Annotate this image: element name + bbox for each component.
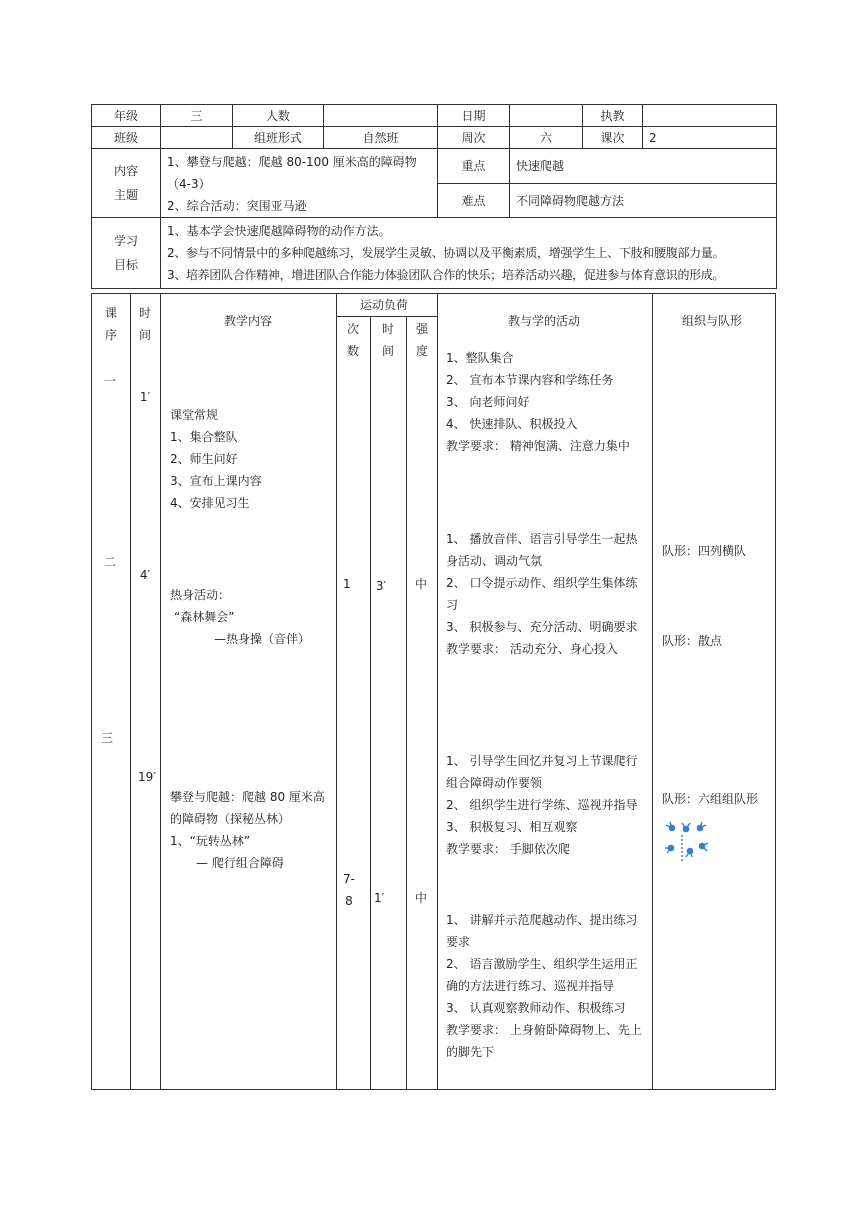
divider xyxy=(336,294,337,1089)
activity-item: 3、 向老师问好 xyxy=(446,395,530,409)
section-3-activity-a xyxy=(446,750,648,860)
activity-item: 教学要求： 手脚依次爬 xyxy=(446,842,570,856)
activity-item: 教学要求： 精神饱满、注意力集中 xyxy=(446,439,630,453)
activity-item: 1、 播放音伴、语言引导学生一起热身活动、调动气氛 xyxy=(446,532,638,568)
section-3-content xyxy=(170,786,334,874)
class-value xyxy=(161,127,233,149)
col-activity-header: 教与学的活动 xyxy=(508,314,581,328)
col-count-header: 次数 xyxy=(346,322,359,358)
goal-line-3: 3、培养团队合作精神，增进团队合作能力体验团队合作的快乐；培养活动兴趣，促进参与体育意识的形成。 xyxy=(167,268,725,282)
org-label: 组班形式 xyxy=(233,127,324,149)
section-3-time: 19′ xyxy=(138,770,156,784)
divider xyxy=(370,316,371,1089)
section-3-activity-b xyxy=(446,909,648,1063)
activity-item: 3、 认真观察教师动作、积极练习 xyxy=(446,1001,626,1015)
date-label: 日期 xyxy=(438,105,510,127)
section-1-seq: 一 xyxy=(104,374,117,388)
col-seq-header: 课序 xyxy=(104,306,117,342)
divider xyxy=(160,294,161,1089)
content-item: 2、师生问好 xyxy=(170,452,238,466)
difficulty-label: 难点 xyxy=(438,183,510,218)
activity-item: 1、 引导学生回忆并复习上节课爬行组合障碍动作要领 xyxy=(446,754,638,790)
content-item: 3、宣布上课内容 xyxy=(170,474,262,488)
activity-item: 4、 快速排队、积极投入 xyxy=(446,417,578,431)
section-2-time: 4′ xyxy=(139,568,151,582)
content-item: 课堂常规 xyxy=(170,408,219,422)
section-2-count: 1 xyxy=(343,577,351,591)
key-value: 快速爬越 xyxy=(510,149,777,184)
content-line-1: 1、攀登与爬越：爬越 80-100 厘米高的障碍物（4-3） xyxy=(167,155,417,191)
content-item: 1、“玩转丛林” xyxy=(170,834,251,848)
key-label: 重点 xyxy=(438,149,510,184)
activity-item: 3、 积极参与、充分活动、明确要求 xyxy=(446,620,638,634)
difficulty-value: 不同障碍物爬越方法 xyxy=(510,183,777,218)
activity-item: 1、 讲解并示范爬越动作、提出练习要求 xyxy=(446,913,638,949)
content-item: 4、安排见习生 xyxy=(170,496,250,510)
content-item: —热身操（音伴） xyxy=(214,632,311,646)
section-1-activity xyxy=(446,347,648,457)
activity-item: 1、整队集合 xyxy=(446,351,514,365)
divider xyxy=(130,294,131,1089)
divider xyxy=(406,316,407,1089)
content-item: 1、集合整队 xyxy=(170,430,238,444)
goal-lines xyxy=(161,218,777,289)
activity-item: 2、 组织学生进行学练、巡视并指导 xyxy=(446,798,638,812)
content-label: 内容 主题 xyxy=(92,149,161,218)
date-value xyxy=(510,105,583,127)
org-value: 自然班 xyxy=(324,127,438,149)
section-3-duration: 1′ xyxy=(374,891,385,905)
content-item: “森林舞会” xyxy=(174,610,235,624)
section-2-activity xyxy=(446,528,648,660)
section-2-content xyxy=(170,584,332,650)
col-duration-header: 时间 xyxy=(381,322,394,358)
grade-label: 年级 xyxy=(92,105,161,127)
section-3-intensity: 中 xyxy=(415,891,428,905)
activity-item: 2、 语言激励学生、组织学生运用正确的方法进行练习、巡视并指导 xyxy=(446,957,638,993)
col-intensity-header: 强度 xyxy=(415,322,428,358)
content-line-2: 2、综合活动：突围亚马逊 xyxy=(167,199,307,213)
activity-item: 教学要求： 上身俯卧障碍物上、先上的脚先下 xyxy=(446,1023,642,1059)
content-item: 热身活动： xyxy=(170,588,231,602)
activity-item: 3、 积极复习、相互观察 xyxy=(446,820,578,834)
goal-label: 学习 目标 xyxy=(92,218,161,289)
section-3-count: 7-8 xyxy=(343,872,355,908)
activity-item: 教学要求： 活动充分、身心投入 xyxy=(446,642,618,656)
section-2-org-2: 队形：散点 xyxy=(662,634,723,648)
section-2-duration: 3′ xyxy=(375,579,387,593)
section-1-time: 1′ xyxy=(139,390,151,404)
lesson-header-table xyxy=(91,104,777,289)
section-2-seq: 二 xyxy=(104,555,117,569)
col-time-header: 时间 xyxy=(138,306,151,342)
goal-line-1: 1、基本学会快速爬越障碍物的动作方法。 xyxy=(167,224,391,238)
week-label: 周次 xyxy=(438,127,510,149)
content-item: 攀登与爬越：爬越 80 厘米高的障碍物（探秘丛林） xyxy=(170,790,325,826)
section-3-org: 队形：六组组队形 xyxy=(662,792,759,806)
count-label: 人数 xyxy=(233,105,324,127)
lesson-label: 课次 xyxy=(583,127,643,149)
section-3-seq: 三 xyxy=(101,731,114,745)
col-load-header: 运动负荷 xyxy=(360,298,409,312)
activity-item: 2、 宣布本节课内容和学练任务 xyxy=(446,373,614,387)
section-2-org-1: 队形：四列横队 xyxy=(662,544,747,558)
lesson-value: 2 xyxy=(643,127,777,149)
divider xyxy=(652,294,653,1089)
divider xyxy=(437,294,438,1089)
activity-item: 2、 口令提示动作、组织学生集体练习 xyxy=(446,576,638,612)
teacher-value xyxy=(643,105,777,127)
week-value: 六 xyxy=(510,127,583,149)
section-1-content xyxy=(170,404,330,514)
goal-line-2: 2、参与不同情景中的多种爬越练习，发展学生灵敏、协调以及平衡素质，增强学生上、下肢和腰腹部力量。 xyxy=(167,246,725,260)
divider xyxy=(336,316,437,317)
teacher-label: 执教 xyxy=(583,105,643,127)
col-org-header: 组织与队形 xyxy=(682,314,743,328)
class-label: 班级 xyxy=(92,127,161,149)
col-content-header: 教学内容 xyxy=(224,314,273,328)
section-2-intensity: 中 xyxy=(415,577,428,591)
content-item: — 爬行组合障碍 xyxy=(196,856,284,870)
content-lines xyxy=(161,149,438,218)
grade-value: 三 xyxy=(161,105,233,127)
six-group-formation-icon xyxy=(662,821,710,865)
count-value xyxy=(324,105,438,127)
lesson-plan-body xyxy=(91,293,776,1090)
